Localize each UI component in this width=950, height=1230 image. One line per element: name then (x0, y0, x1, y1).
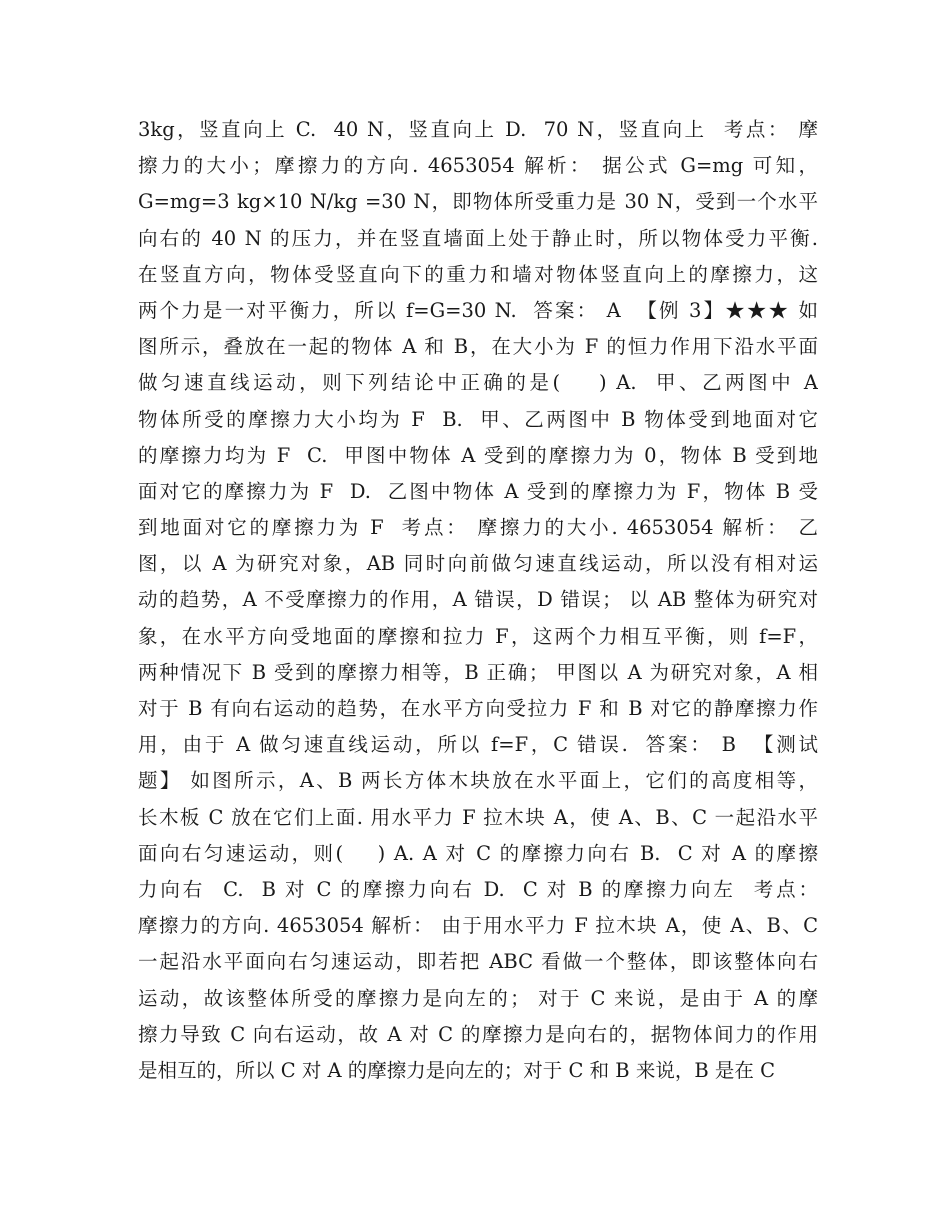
text-line-16: 两种情况下 B 受到的摩擦力相等，B 正确； 甲图以 A 为研究对象，A 相 (138, 660, 818, 684)
text-line-1: 3kg，竖直向上 C. 40 N，竖直向上 D. 70 N，竖直向上 考点： 摩 (138, 118, 818, 141)
text-line-20: 长木板 C 放在它们上面. 用水平力 F 拉木块 A，使 A、B、C 一起沿水平 (138, 805, 818, 829)
text-line-2: 擦力的大小；摩擦力的方向. 4653054 解析： 据公式 G=mg 可知， (138, 154, 818, 178)
text-line-5: 在竖直方向，物体受竖直向下的重力和墙对物体竖直向上的摩擦力，这 (138, 262, 818, 286)
text-line-11: 面对它的摩擦力为 F D. 乙图中物体 A 受到的摩擦力为 F，物体 B 受 (138, 479, 818, 503)
text-line-7: 图所示，叠放在一起的物体 A 和 B，在大小为 F 的恒力作用下沿水平面 (138, 335, 818, 359)
text-line-27: 是相互的，所以 C 对 A 的摩擦力是向左的；对于 C 和 B 来说，B 是在 C (138, 1058, 775, 1082)
text-line-15: 象，在水平方向受地面的摩擦和拉力 F，这两个力相互平衡，则 f=F， (138, 624, 818, 648)
text-line-25: 运动，故该整体所受的摩擦力是向左的； 对于 C 来说，是由于 A 的摩 (138, 986, 818, 1010)
text-line-10: 的摩擦力均为 F C. 甲图中物体 A 受到的摩擦力为 0，物体 B 受到地 (138, 443, 818, 467)
text-line-24: 一起沿水平面向右匀速运动，即若把 ABC 看做一个整体，即该整体向右 (138, 950, 818, 974)
document-body (138, 112, 818, 1089)
text-line-8: 做匀速直线运动，则下列结论中正确的是( ) A. 甲、乙两图中 A (138, 371, 818, 395)
text-line-14: 动的趋势，A 不受摩擦力的作用，A 错误，D 错误； 以 AB 整体为研究对 (138, 588, 818, 612)
text-line-9: 物体所受的摩擦力大小均为 F B. 甲、乙两图中 B 物体受到地面对它 (138, 407, 818, 431)
text-line-13: 图，以 A 为研究对象，AB 同时向前做匀速直线运动，所以没有相对运 (138, 552, 818, 576)
text-line-18: 用，由于 A 做匀速直线运动，所以 f=F，C 错误. 答案： B 【测试 (138, 733, 818, 757)
text-line-3: G=mg=3 kg×10 N/kg =30 N，即物体所受重力是 30 N，受到一个水平 (138, 190, 818, 214)
text-line-6: 两个力是一对平衡力，所以 f=G=30 N. 答案： A 【例 3】★★★ 如 (138, 298, 818, 322)
text-line-26: 擦力导致 C 向右运动，故 A 对 C 的摩擦力是向右的，据物体间力的作用 (138, 1022, 818, 1046)
text-line-19: 题】 如图所示，A、B 两长方体木块放在水平面上，它们的高度相等， (138, 769, 818, 793)
text-line-17: 对于 B 有向右运动的趋势，在水平方向受拉力 F 和 B 对它的静摩擦力作 (138, 697, 818, 720)
text-line-22: 力向右 C. B 对 C 的摩擦力向右 D. C 对 B 的摩擦力向左 考点： (138, 877, 818, 901)
text-line-12: 到地面对它的摩擦力为 F 考点： 摩擦力的大小. 4653054 解析： 乙 (138, 516, 818, 540)
text-line-23: 摩擦力的方向. 4653054 解析： 由于用水平力 F 拉木块 A，使 A、B、C (138, 914, 818, 938)
text-line-21: 面向右匀速运动，则( ) A. A 对 C 的摩擦力向右 B. C 对 A 的摩擦 (138, 841, 818, 865)
text-line-4: 向右的 40 N 的压力，并在竖直墙面上处于静止时，所以物体受力平衡. (138, 226, 818, 250)
